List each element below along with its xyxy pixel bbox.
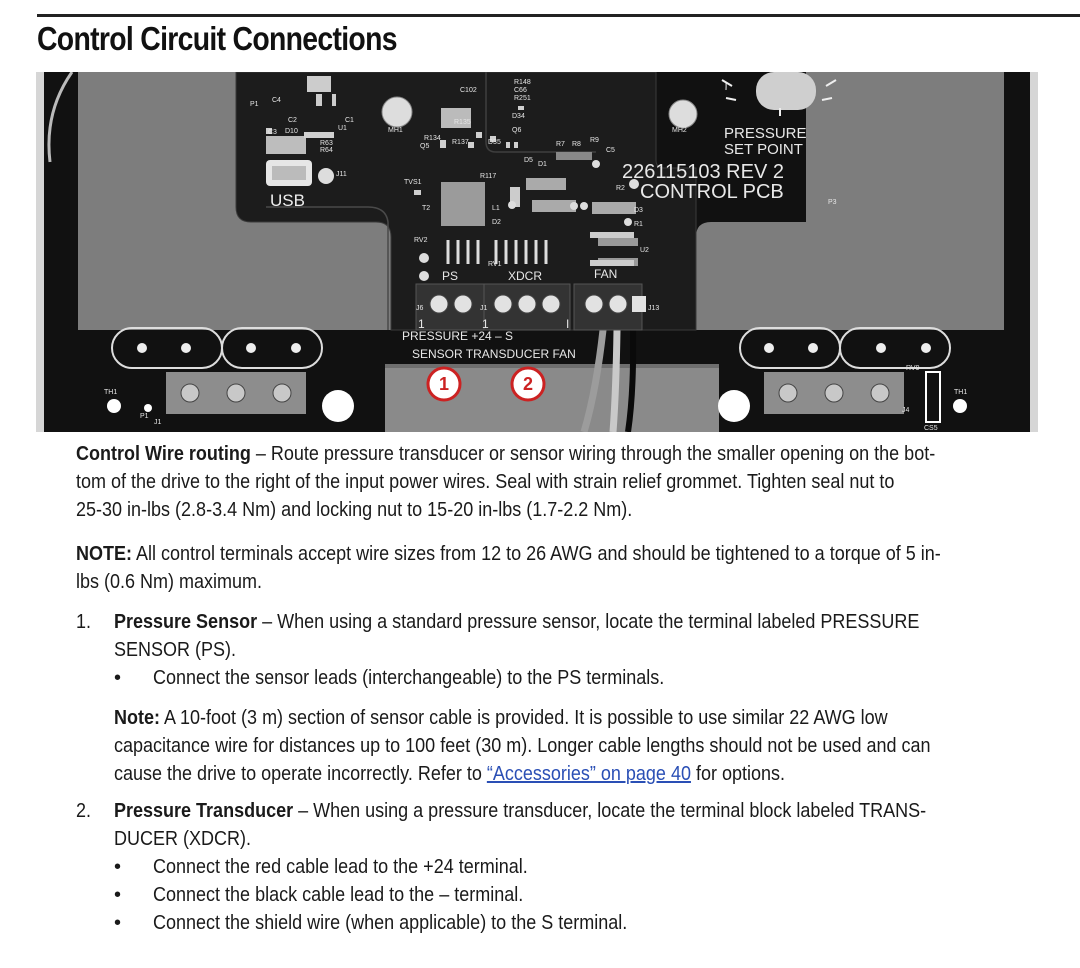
fan-terminal-block (574, 284, 642, 330)
label-terminal-1a: 1 (418, 317, 425, 331)
label-usb: USB (270, 191, 305, 210)
control-wire-line2: tom of the drive to the right of the input power wires. Seal with strain relief grommet. Tighten seal nut to (76, 471, 895, 493)
label-terminal-row-bottom: SENSOR TRANSDUCER FAN (412, 347, 576, 361)
label-r9: R9 (590, 137, 599, 144)
label-q6: Q6 (512, 127, 522, 134)
label-c2: C2 (288, 117, 297, 124)
label-r63: R63 (320, 140, 333, 147)
label-d3: D3 (634, 207, 643, 214)
sensor-note-line1: A 10-foot (3 m) section of sensor cable is provided. It is possible to use similar 22 AWG low (159, 707, 888, 729)
bullet-text: Connect the red cable lead to the +24 terminal. (153, 856, 528, 878)
bullet-dot: • (114, 856, 122, 878)
label-c3: C3 (268, 129, 277, 136)
label-d1: D1 (538, 161, 547, 168)
enclosure-right-edge (1030, 72, 1038, 432)
pressure-sensor-line1: – When using a standard pressure sensor, locate the terminal labeled PRESSURE (257, 611, 920, 633)
section-title: Control Circuit Connections (37, 20, 397, 57)
label-d2: D2 (492, 219, 501, 226)
accessories-link[interactable]: “Accessories” on page 40 (486, 763, 691, 785)
control-wire-paragraph (76, 440, 1076, 524)
label-j6: J6 (416, 305, 424, 312)
note-line1: All control terminals accept wire sizes from 12 to 26 AWG and should be tightened to a torque of 5 in- (131, 543, 941, 565)
label-r137: R137 (452, 139, 469, 146)
label-u2: U2 (640, 247, 649, 254)
label-pressure-set-point-2: SET POINT (724, 141, 803, 158)
note-label: NOTE: (76, 543, 132, 565)
label-j13: J13 (648, 305, 660, 312)
label-j11: J11 (336, 171, 347, 178)
label-p1-bottom: P1 (140, 413, 149, 420)
label-r2: R2 (616, 185, 625, 192)
label-d34: D34 (512, 113, 525, 120)
list-item-number: 1. (76, 611, 92, 633)
label-ps: PS (442, 269, 459, 283)
label-c5: C5 (606, 147, 615, 154)
label-q5: Q5 (420, 143, 430, 150)
transformer-t2 (441, 182, 485, 226)
label-j4: J4 (902, 407, 910, 414)
label-pcb-name: CONTROL PCB (640, 181, 784, 203)
bullet-text: Connect the black cable lead to the – terminal. (153, 884, 524, 906)
pressure-sensor-title: Pressure Sensor (114, 611, 258, 633)
sensor-note-line3-pre: cause the drive to operate incorrectly. Refer to (114, 763, 487, 785)
grey-wire-b (613, 330, 617, 432)
note-line2: lbs (0.6 Nm) maximum. (76, 571, 263, 593)
label-p1: P1 (250, 101, 259, 108)
pressure-sensor-line2: SENSOR (PS). (114, 639, 237, 661)
label-l1: L1 (492, 205, 500, 212)
control-wire-heading: Control Wire routing (76, 443, 251, 465)
label-j1-bottom: J1 (154, 419, 162, 426)
label-fan: FAN (594, 267, 618, 281)
label-th1-left: TH1 (104, 389, 118, 396)
label-r117: R117 (480, 173, 497, 180)
label-r7: R7 (556, 141, 565, 148)
label-c66: C66 (514, 87, 527, 94)
top-rule (37, 14, 1080, 17)
mh2-mount (669, 100, 697, 128)
label-rv9: RV9 (906, 365, 920, 372)
label-r251: R251 (514, 95, 531, 102)
label-d35: D35 (488, 139, 501, 146)
label-r64: R64 (320, 147, 333, 154)
label-c102: C102 (460, 87, 477, 94)
sensor-cable-note (114, 704, 1080, 788)
label-pcb-part-number: 226115103 REV 2 (622, 161, 784, 183)
sensor-note-line2: capacitance wire for distances up to 100 feet (30 m). Longer cable lengths should not be used and can (114, 735, 931, 757)
ps-terminal-block (416, 284, 484, 330)
sensor-note-line3-post: for options. (690, 763, 786, 785)
label-terminal-row-top: PRESSURE +24 – S (402, 329, 514, 343)
pressure-transducer-line1: – When using a pressure transducer, locate the terminal block labeled TRANS- (293, 800, 927, 822)
label-t2: T2 (422, 205, 431, 212)
label-j1: J1 (480, 305, 488, 312)
enclosure-left-edge (36, 72, 44, 432)
bullet-dot: • (114, 667, 122, 689)
label-c4: C4 (272, 97, 281, 104)
label-u1: U1 (338, 125, 347, 132)
label-rv1: RV1 (488, 261, 502, 268)
callout-2-label: 2 (522, 374, 534, 394)
label-r148: R148 (514, 79, 531, 86)
note-paragraph (76, 540, 1076, 596)
bullet-dot: • (114, 912, 122, 934)
bullet-text: Connect the shield wire (when applicable) to the S terminal. (153, 912, 628, 934)
label-mh2: MH2 (672, 127, 687, 134)
bullet-dot: • (114, 884, 122, 906)
label-c1: C1 (345, 117, 354, 124)
label-r135: R135 (454, 119, 471, 126)
label-terminal-1c: I (566, 317, 570, 331)
sensor-note-label: Note: (114, 707, 160, 729)
label-tvs1: TVS1 (404, 179, 422, 186)
control-wire-line3: 25-30 in-lbs (2.8-3.4 Nm) and locking nut to 15-20 in-lbs (1.7-2.2 Nm). (76, 499, 633, 521)
label-r1: R1 (634, 221, 643, 228)
label-cs5: CS5 (924, 425, 938, 432)
control-pcb-diagram (36, 72, 1038, 432)
callout-1-label: 1 (438, 374, 450, 394)
mh1-mount (382, 97, 412, 127)
pressure-transducer-line2: DUCER (XDCR). (114, 828, 251, 850)
label-th1-right: TH1 (954, 389, 968, 396)
label-terminal-1b: 1 (482, 317, 489, 331)
pressure-transducer-title: Pressure Transducer (114, 800, 294, 822)
label-r8: R8 (572, 141, 581, 148)
label-p3: P3 (828, 199, 837, 206)
label-xdcr: XDCR (508, 269, 543, 283)
label-pressure-set-point-1: PRESSURE (724, 125, 807, 142)
list-item-number: 2. (76, 800, 92, 822)
left-mount-hole (322, 390, 354, 422)
bullet-text: Connect the sensor leads (interchangeable) to the PS terminals. (153, 667, 665, 689)
control-wire-line1: – Route pressure transducer or sensor wiring through the smaller opening on the bot- (250, 443, 936, 465)
label-r134: R134 (424, 135, 441, 142)
set-point-knob (756, 72, 816, 110)
label-d10: D10 (285, 128, 298, 135)
label-d5: D5 (524, 157, 533, 164)
right-mount-hole (718, 390, 750, 422)
label-mh1: MH1 (388, 127, 403, 134)
label-rv2: RV2 (414, 237, 428, 244)
